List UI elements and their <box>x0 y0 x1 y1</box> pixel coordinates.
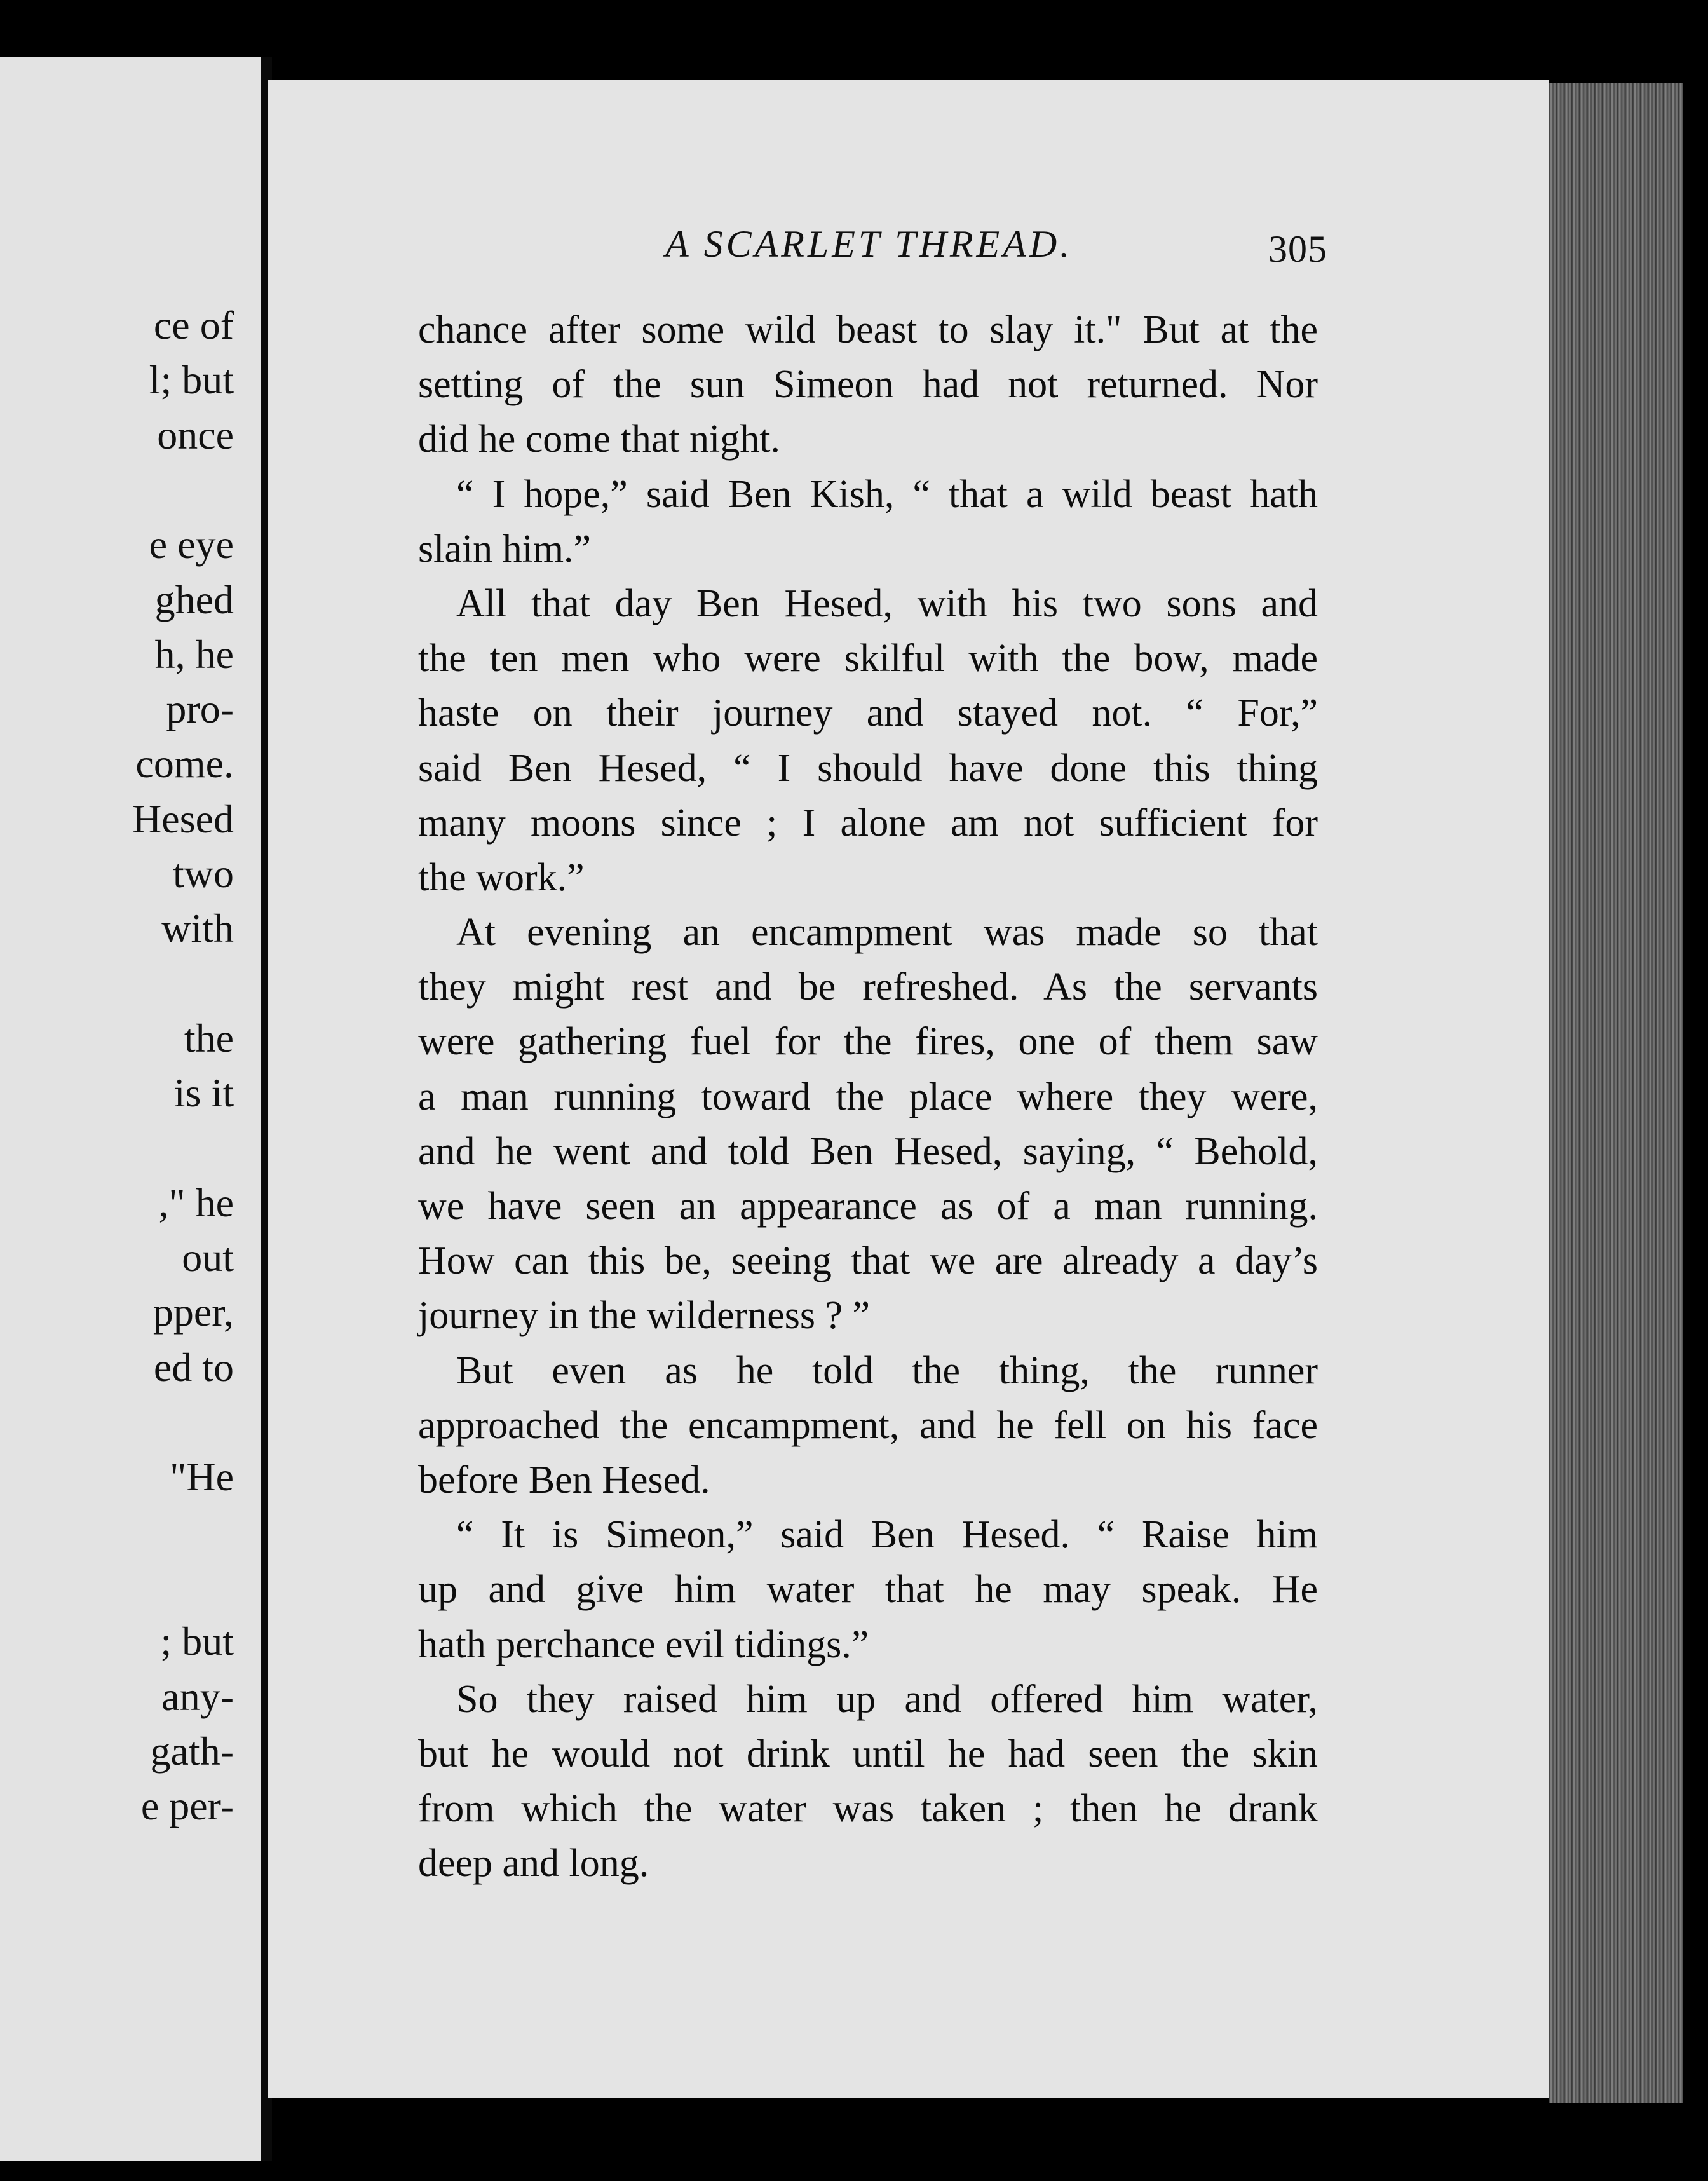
text-line: and he went and told Ben Hesed, saying, “ Behold, <box>418 1129 1318 1173</box>
text-line: before Ben Hesed. <box>418 1458 710 1502</box>
text-line: were gathering fuel for the fires, one of them saw <box>418 1020 1318 1064</box>
text-line: did he come that night. <box>418 418 780 461</box>
left-page-line: pper, <box>152 1289 234 1335</box>
left-page-line: ," he <box>158 1179 234 1225</box>
text-line: the work.” <box>418 855 585 899</box>
text-line: “ It is Simeon,” said Ben Hesed. “ Raise him <box>456 1513 1318 1557</box>
left-page-line: is it <box>173 1070 234 1116</box>
left-page-line: ce of <box>153 302 234 348</box>
text-line: How can this be, seeing that we are already a day’s <box>418 1239 1318 1283</box>
left-page-line: Hesed <box>132 796 234 841</box>
text-line: chance after some wild beast to slay it." But at the <box>418 308 1318 351</box>
text-line: they might rest and be refreshed. As the servants <box>418 965 1318 1009</box>
left-page-line: h, he <box>154 631 234 677</box>
text-line: we have seen an appearance as of a man running. <box>418 1185 1318 1228</box>
left-page-line: ; but <box>160 1619 234 1664</box>
text-line: from which the water was taken ; then he drank <box>418 1787 1318 1831</box>
left-page-line: once <box>157 412 234 458</box>
page-body-text <box>418 302 1318 1891</box>
text-line: but he would not drink until he had seen the skin <box>418 1732 1318 1776</box>
right-page <box>268 80 1549 2098</box>
left-page-line: "He <box>170 1454 234 1500</box>
text-line: deep and long. <box>418 1842 649 1885</box>
left-page-line: with <box>161 906 234 951</box>
text-line: At evening an encampment was made so that <box>456 911 1318 955</box>
left-page-line: ghed <box>154 576 234 622</box>
left-page-line: pro- <box>166 686 234 732</box>
text-line: slain him.” <box>418 527 592 571</box>
page-edges <box>1549 83 1683 2103</box>
running-head-title: A SCARLET THREAD. <box>665 223 1073 265</box>
text-line: approached the encampment, and he fell on his face <box>418 1403 1318 1447</box>
text-line: up and give him water that he may speak. He <box>418 1568 1318 1612</box>
text-line: said Ben Hesed, “ I should have done this thing <box>418 746 1318 790</box>
text-line: the ten men who were skilful with the bow, made <box>418 637 1318 681</box>
text-line: “ I hope,” said Ben Kish, “ that a wild beast hath <box>456 472 1318 516</box>
text-line: hath perchance evil tidings.” <box>418 1622 869 1666</box>
left-page-line: e eye <box>149 522 234 567</box>
page-number: 305 <box>1268 228 1327 270</box>
left-page-line: come. <box>135 741 234 787</box>
text-line: So they raised him up and offered him water, <box>456 1677 1318 1721</box>
left-page-line: two <box>173 851 234 896</box>
left-page-line: out <box>182 1235 234 1281</box>
text-line: setting of the sun Simeon had not returned. Nor <box>418 363 1318 407</box>
left-page-line: ed to <box>153 1344 234 1390</box>
left-page-line: l; but <box>149 357 234 403</box>
left-page-line: any- <box>161 1673 234 1719</box>
text-line: journey in the wilderness ? ” <box>418 1294 871 1338</box>
left-page-line: the <box>184 1015 234 1061</box>
left-page-line: gath- <box>150 1728 234 1774</box>
text-line: many moons since ; I alone am not sufficient for <box>418 801 1318 845</box>
text-line: haste on their journey and stayed not. “ For,” <box>418 691 1318 735</box>
text-line: All that day Ben Hesed, with his two sons and <box>456 581 1318 625</box>
text-line: But even as he told the thing, the runner <box>456 1349 1318 1392</box>
left-page <box>0 57 266 2161</box>
left-page-line: e per- <box>140 1783 234 1829</box>
text-line: a man running toward the place where they were, <box>418 1075 1318 1118</box>
